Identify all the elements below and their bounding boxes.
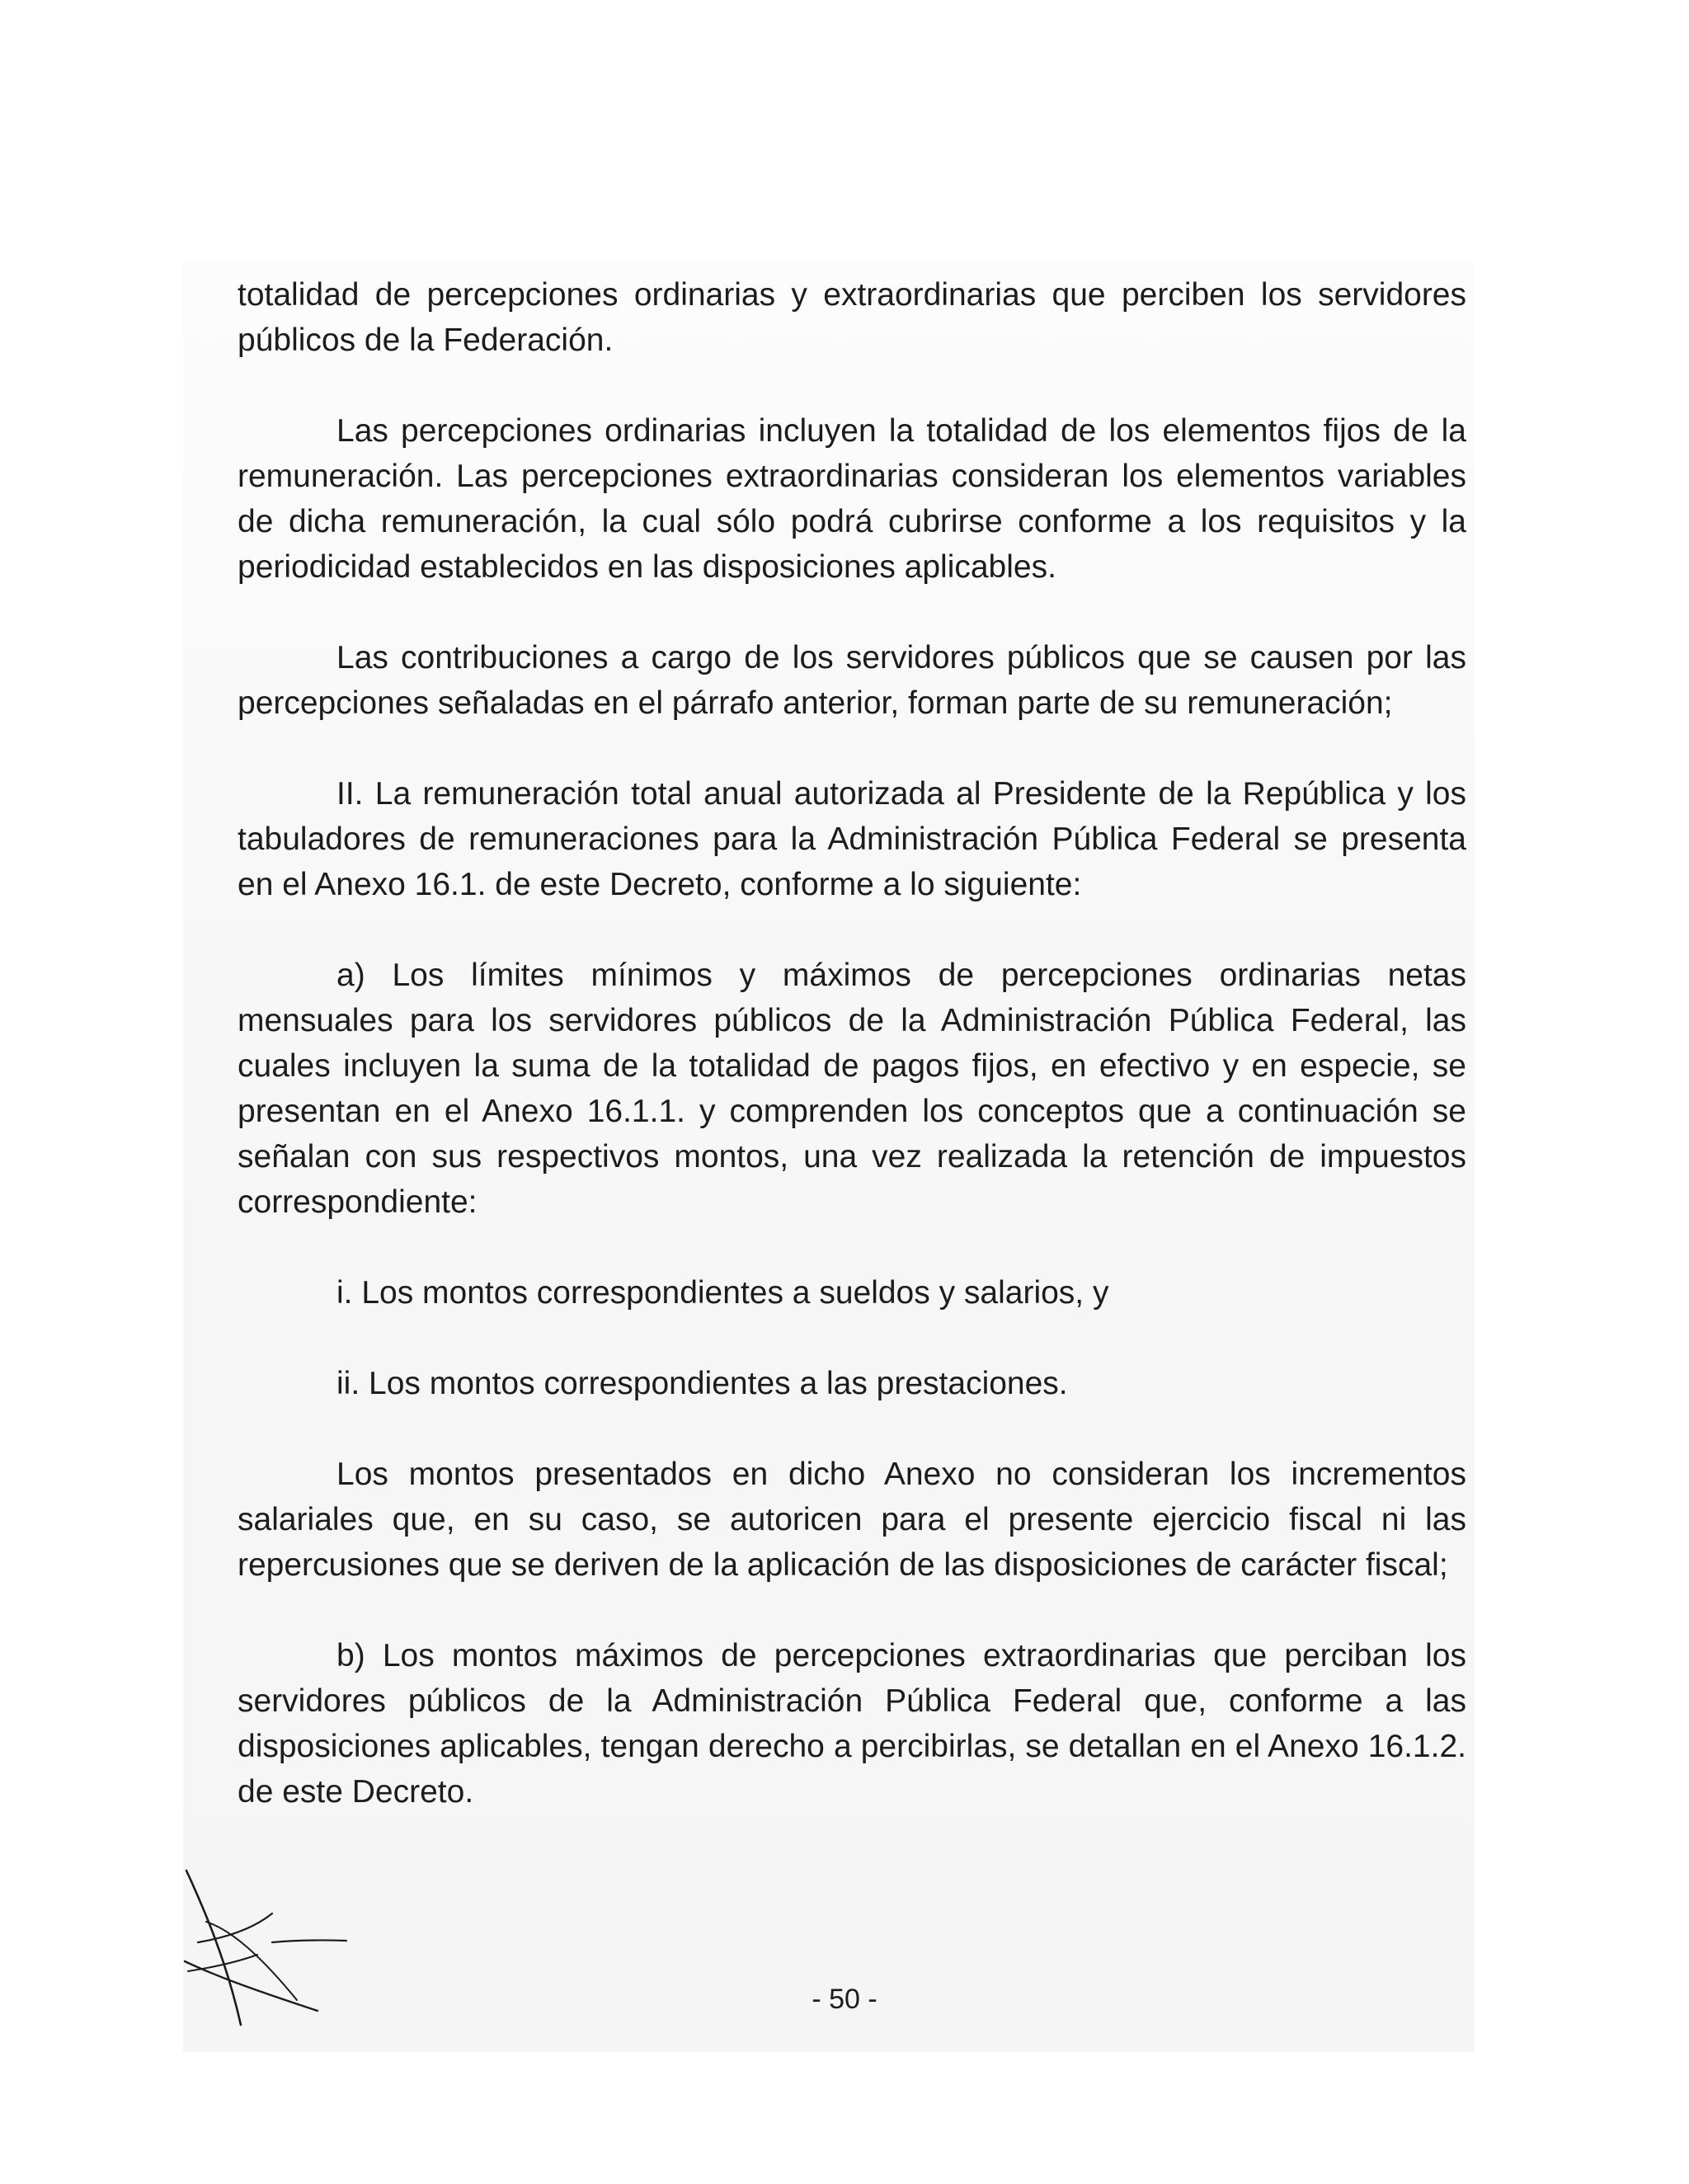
body-text [238, 272, 1466, 1815]
list-item-ii: ii. Los montos correspondientes a las prestaciones. [336, 1366, 1068, 1401]
paragraph-montos-presentados: Los montos presentados en dicho Anexo no consideran los incrementos salariales que, en su caso, se autoricen para el presente ejercicio fiscal ni las repercusiones que se deriven de la aplicación de las disposiciones de carácter fiscal; [238, 1457, 1466, 1583]
paragraph-contribuciones: Las contribuciones a cargo de los servidores públicos que se causen por las percepciones señaladas en el párrafo anterior, forman parte de su remuneración; [238, 640, 1466, 721]
page-number: - 50 - [812, 1984, 877, 2015]
paragraph-continuation: totalidad de percepciones ordinarias y extraordinarias que perciben los servidores públicos de la Federación. [238, 277, 1466, 358]
paragraph-fraccion-ii: II. La remuneración total anual autorizada al Presidente de la República y los tabuladores de remuneraciones para la Administración Pública Federal se presenta en el Anexo 16.1. de este Decreto, conforme a lo siguiente: [238, 776, 1466, 902]
paragraph-inciso-b: b) Los montos máximos de percepciones extraordinarias que perciban los servidores públicos de la Administración Pública Federal que, conforme a las disposiciones aplicables, tengan derecho a percibirlas, se detallan en el Anexo 16.1.2. de este Decreto. [238, 1638, 1466, 1810]
list-item-i: i. Los montos correspondientes a sueldos y salarios, y [336, 1275, 1109, 1311]
paragraph-percepciones-ordinarias: Las percepciones ordinarias incluyen la totalidad de los elementos fijos de la remuneración. Las percepciones extraordinarias consideran los elementos variables de dicha remuneración, la cual sólo podrá cubrirse conforme a los requisitos y la periodicidad establecidos en las disposiciones aplicables. [238, 413, 1466, 585]
paragraph-inciso-a: a) Los límites mínimos y máximos de percepciones ordinarias netas mensuales para los servidores públicos de la Administración Pública Federal, las cuales incluyen la suma de la totalidad de pagos fijos, en efectivo y en especie, se presentan en el Anexo 16.1.1. y comprenden los conceptos que a continuación se señalan con sus respectivos montos, una vez realizada la retención de impuestos correspondiente: [238, 958, 1466, 1220]
